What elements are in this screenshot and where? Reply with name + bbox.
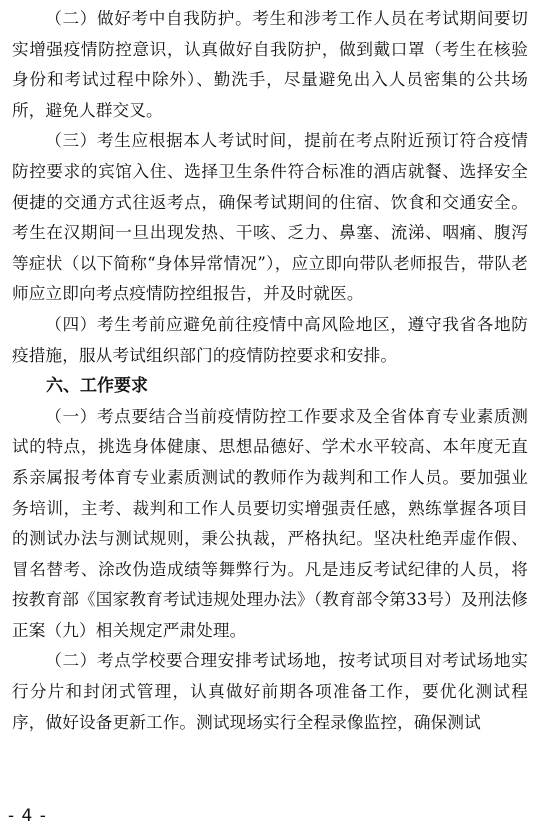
document-page	[12, 4, 528, 738]
paragraph-self-protection: （二）做好考中自我防护。考生和涉考工作人员在考试期间要切实增强疫情防控意识，认真做好自我防护，做到戴口罩（考生在核验身份和考试过程中除外）、勤洗手，尽量避免出入人员密集的公共场所，避免人群交叉。	[12, 9, 528, 120]
paragraph-avoid-risk-areas: （四）考生考前应避免前往疫情中高风险地区，遵守我省各地防疫措施，服从考试组织部门的疫情防控要求和安排。	[12, 314, 528, 365]
paragraph-staff-requirements: （一）考点要结合当前疫情防控工作要求及全省体育专业素质测试的特点，挑选身体健康、思想品德好、学术水平较高、本年度无直系亲属报考体育专业素质测试的教师作为裁判和工作人员。要加强业务培训，主考、裁判和工作人员要切实增强责任感，熟练掌握各项目的测试办法与测试规则，秉公执裁，严格执纪。坚决杜绝弄虚作假、冒名替考、涂改伪造成绩等舞弊行为。凡是违反考试纪律的人员，将按教育部《国家教育考试违规处理办法》（教育部令第33号）及刑法修正案（九）相关规定严肃处理。	[12, 406, 528, 640]
section-heading: 六、工作要求	[46, 376, 148, 397]
paragraph-venue-arrangement: （二）考点学校要合理安排考试场地，按考试项目对考试场地实行分片和封闭式管理，认真做好前期各项准备工作，要优化测试程序，做好设备更新工作。测试现场实行全程录像监控，确保测试	[12, 651, 528, 732]
page-number: - 4 -	[8, 806, 47, 826]
paragraph-accommodation: （三）考生应根据本人考试时间，提前在考点附近预订符合疫情防控要求的宾馆入住、选择卫生条件符合标准的酒店就餐、选择安全便捷的交通方式往返考点，确保考试期间的住宿、饮食和交通安全。考生在汉期间一旦出现发热、干咳、乏力、鼻塞、流涕、咽痛、腹泻等症状（以下简称“身体异常情况”），应立即向带队老师报告，带队老师应立即向考点疫情防控组报告，并及时就医。	[12, 131, 528, 304]
